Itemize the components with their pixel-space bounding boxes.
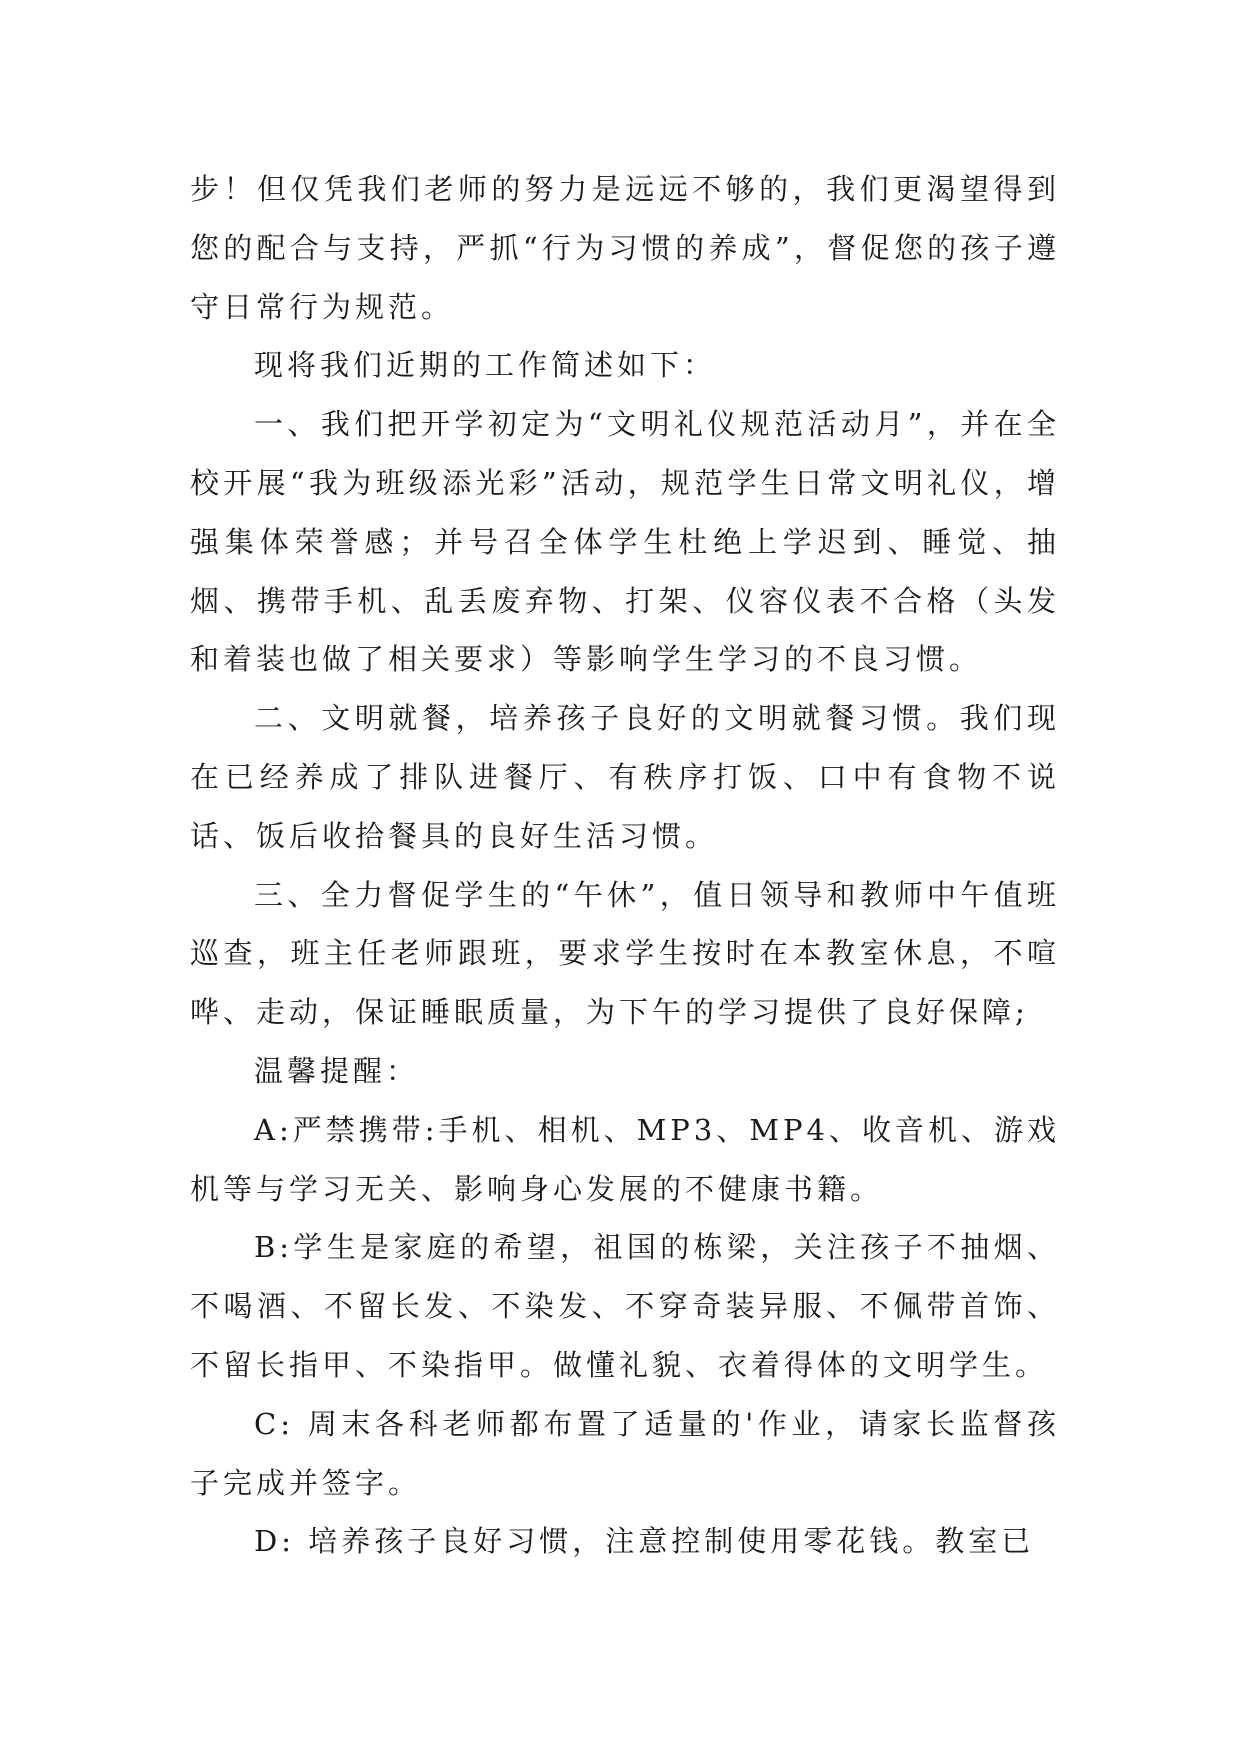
paragraph-reminder-a: A:严禁携带:手机、相机、MP3、MP4、收音机、游戏机等与学习无关、影响身心发展的不健康书籍。 bbox=[190, 1112, 1060, 1206]
paragraph-reminder-heading: 温馨提醒： bbox=[254, 1053, 420, 1088]
paragraph-item-1: 一、我们把开学初定为“文明礼仪规范活动月”，并在全校开展“我为班级添光彩”活动，规范学生日常文明礼仪，增强集体荣誉感；并号召全体学生杜绝上学迟到、睡觉、抽烟、携带手机、乱丢废弃物、打架、仪容仪表不合格（头发和着装也做了相关要求）等影响学生学习的不良习惯。 bbox=[190, 407, 1060, 677]
paragraph-reminder-b: B:学生是家庭的希望，祖国的栋梁，关注孩子不抽烟、不喝酒、不留长发、不染发、不穿奇装异服、不佩带首饰、不留长指甲、不染指甲。做懂礼貌、衣着得体的文明学生。 bbox=[190, 1230, 1060, 1382]
paragraph-reminder-d: D: 培养孩子良好习惯，注意控制使用零花钱。教室已 bbox=[254, 1524, 1035, 1559]
paragraph-intro: 现将我们近期的工作简述如下： bbox=[254, 348, 717, 383]
paragraph-item-2: 二、文明就餐，培养孩子良好的文明就餐习惯。我们现在已经养成了排队进餐厅、有秩序打饭、口中有食物不说话、饭后收拾餐具的良好生活习惯。 bbox=[190, 701, 1060, 853]
paragraph-reminder-c: C: 周末各科老师都布置了适量的'作业，请家长监督孩子完成并签字。 bbox=[190, 1406, 1060, 1500]
document-body bbox=[190, 160, 1060, 1571]
paragraph-continuation: 步！但仅凭我们老师的努力是远远不够的，我们更渴望得到您的配合与支持，严抓“行为习惯的养成”，督促您的孩子遵守日常行为规范。 bbox=[190, 172, 1060, 324]
paragraph-item-3: 三、全力督促学生的“午休”，值日领导和教师中午值班巡查，班主任老师跟班，要求学生按时在本教室休息，不喧哗、走动，保证睡眠质量，为下午的学习提供了良好保障; bbox=[190, 877, 1060, 1030]
